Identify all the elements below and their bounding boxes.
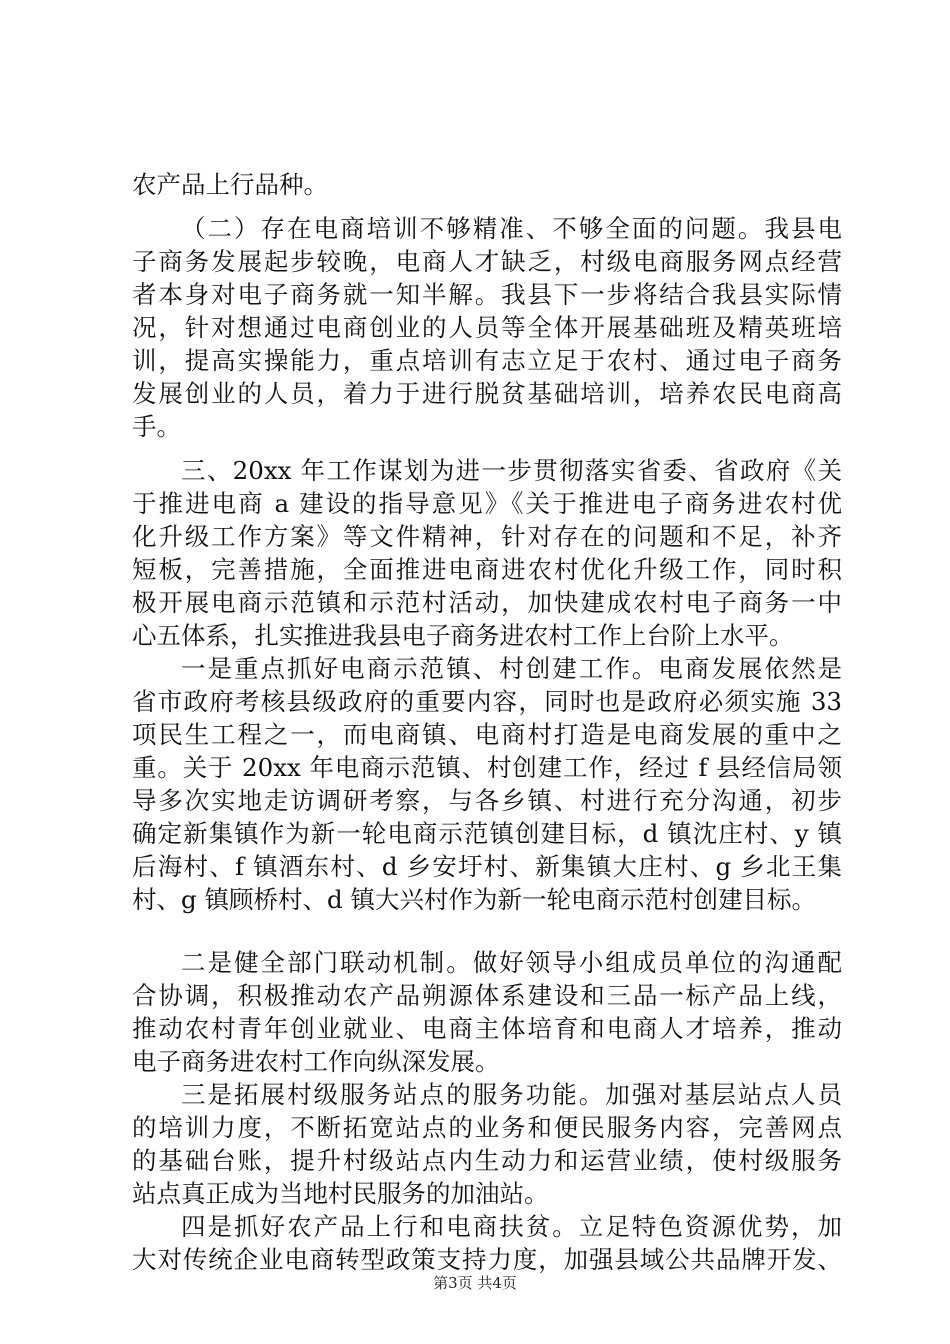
- text-line: 短板，完善措施，全面推进电商进农村优化升级工作，同时积: [132, 555, 842, 584]
- text-line: 化升级工作方案》等文件精神，针对存在的问题和不足，补齐: [132, 522, 842, 551]
- text-line: 发展创业的人员，着力于进行脱贫基础培训，培养农民电商高: [132, 379, 842, 408]
- text-line: 于推进电商 a 建设的指导意见》《关于推进电子商务进农村优: [132, 489, 842, 518]
- text-line: 确定新集镇作为新一轮电商示范镇创建目标，d 镇沈庄村、y 镇: [132, 819, 842, 848]
- text-line: 后海村、f 镇酒东村、d 乡安圩村、新集镇大庄村、g 乡北王集: [132, 852, 842, 881]
- text-line: 的基础台账，提升村级站点内生动力和运营业绩，使村级服务: [132, 1146, 842, 1175]
- document-body: [132, 168, 842, 1276]
- text-line: （二）存在电商培训不够精准、不够全面的问题。我县电: [181, 214, 842, 243]
- paragraph-spacing: [132, 201, 842, 212]
- text-line: 推动农村青年创业就业、电商主体培育和电商人才培养，推动: [132, 1014, 842, 1043]
- text-line: 村、g 镇顾桥村、d 镇大兴村作为新一轮电商示范村创建目标。: [132, 885, 816, 914]
- text-line: 导多次实地走访调研考察，与各乡镇、村进行充分沟通，初步: [132, 786, 842, 815]
- text-line: 子商务发展起步较晚，电商人才缺乏，村级电商服务网点经营: [132, 247, 842, 276]
- text-line: 项民生工程之一，而电商镇、电商村打造是电商发展的重中之: [132, 720, 842, 749]
- text-line: 四是抓好农产品上行和电商扶贫。立足特色资源优势，加: [181, 1212, 842, 1241]
- page-number-footer: 第3页 共4页: [433, 1274, 517, 1292]
- text-line: 大对传统企业电商转型政策支持力度，加强县域公共品牌开发、: [132, 1245, 842, 1274]
- text-line: 极开展电商示范镇和示范村活动，加快建成农村电子商务一中: [132, 588, 842, 617]
- text-line: 站点真正成为当地村民服务的加油站。: [132, 1179, 549, 1208]
- text-line: 电子商务进农村工作向纵深发展。: [132, 1047, 500, 1076]
- text-line: 重。关于 20xx 年电商示范镇、村创建工作，经过 f 县经信局领: [132, 753, 842, 782]
- text-line: 况，针对想通过电商创业的人员等全体开展基础班及精英班培: [132, 313, 842, 342]
- text-line: 训，提高实操能力，重点培训有志立足于农村、通过电子商务: [132, 346, 842, 375]
- paragraph-spacing: [132, 443, 842, 454]
- text-line: 者本身对电子商务就一知半解。我县下一步将结合我县实际情: [132, 280, 842, 309]
- text-line: 三、20xx 年工作谋划为进一步贯彻落实省委、省政府《关: [181, 456, 842, 485]
- text-line: 心五体系，扎实推进我县电子商务进农村工作上台阶上水平。: [132, 621, 794, 650]
- text-line: 的培训力度，不断拓宽站点的业务和便民服务内容，完善网点: [132, 1113, 842, 1142]
- text-line: 省市政府考核县级政府的重要内容，同时也是政府必须实施 33: [132, 687, 842, 716]
- text-line: 合协调，积极推动农产品朔源体系建设和三品一标产品上线，: [132, 981, 842, 1010]
- paragraph-spacing: [132, 916, 842, 946]
- text-line: 一是重点抓好电商示范镇、村创建工作。电商发展依然是: [181, 654, 842, 683]
- text-line: 三是拓展村级服务站点的服务功能。加强对基层站点人员: [181, 1080, 842, 1109]
- text-line: 手。: [132, 412, 181, 441]
- text-line: 二是健全部门联动机制。做好领导小组成员单位的沟通配: [181, 948, 842, 977]
- text-line: 农产品上行品种。: [132, 170, 328, 199]
